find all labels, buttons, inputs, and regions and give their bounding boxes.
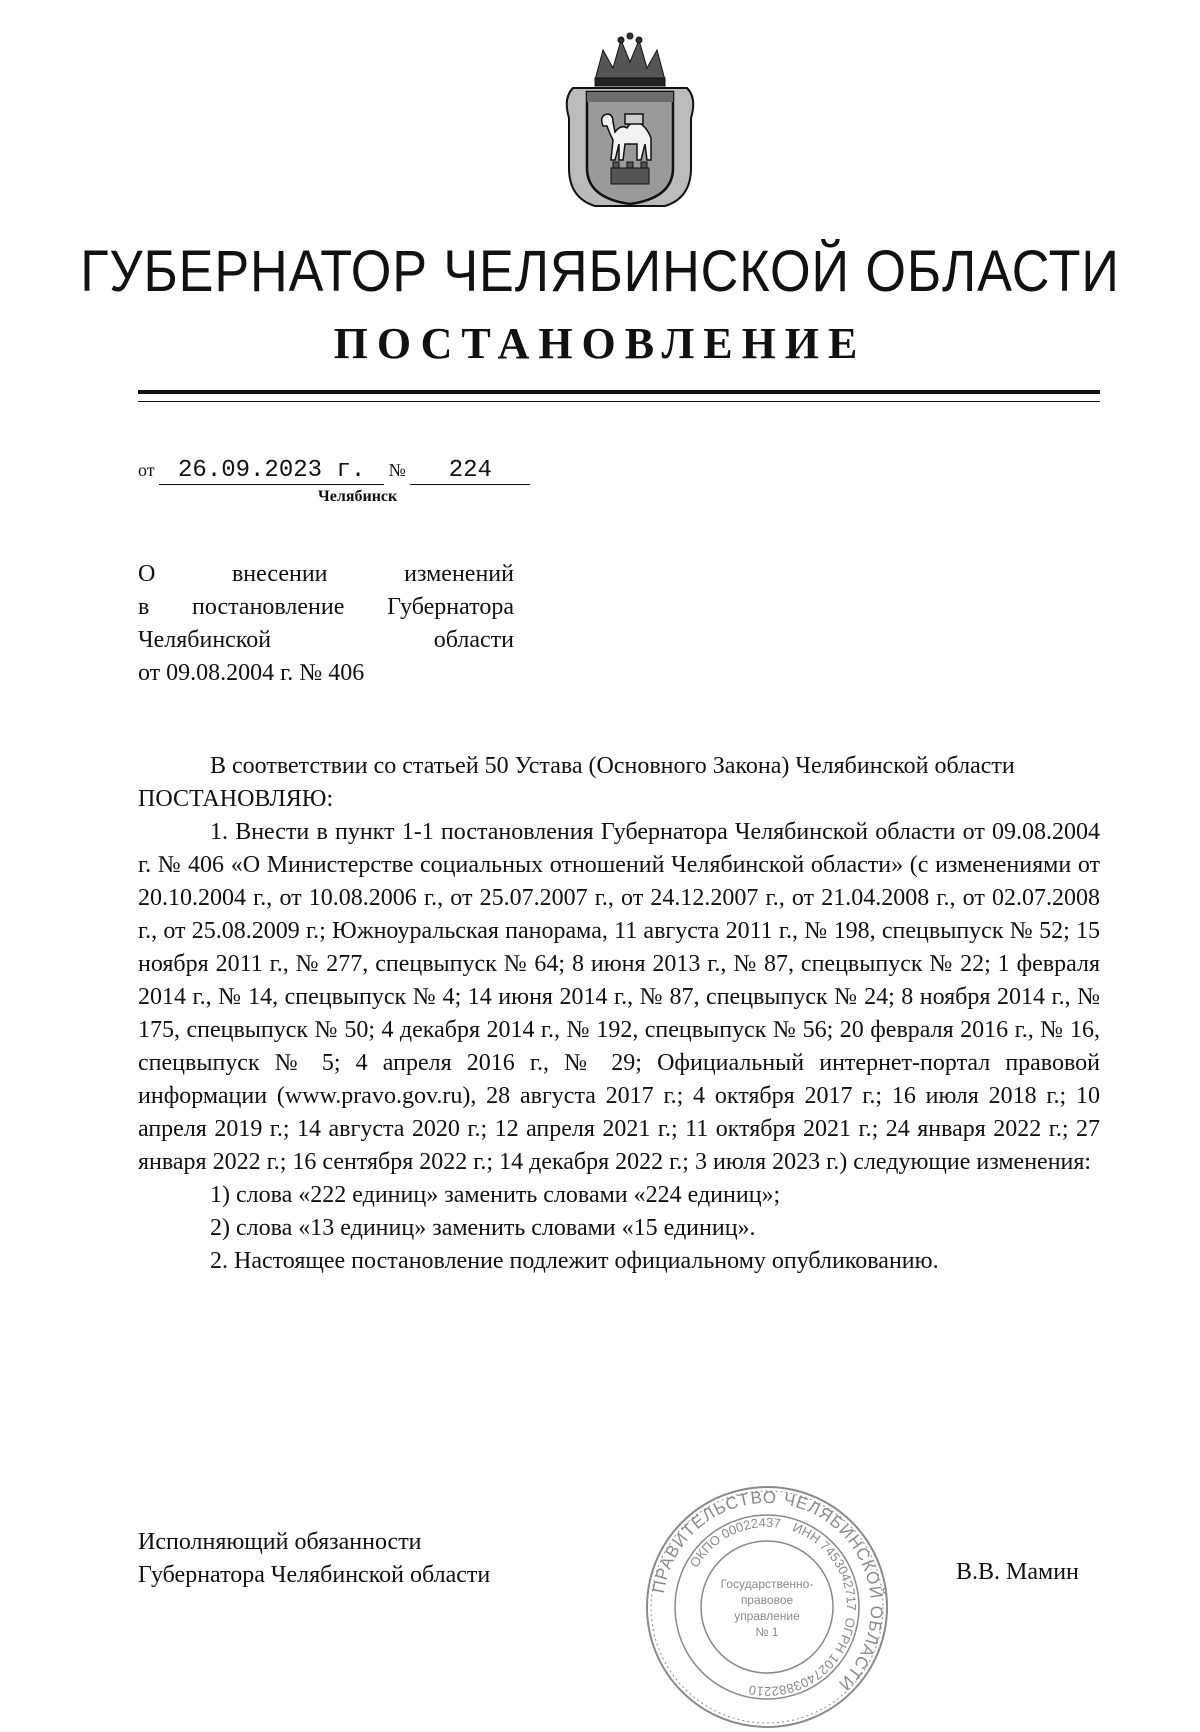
stamp-center-line: № 1 — [755, 1625, 779, 1639]
stamp-center-line: Государственно- — [720, 1577, 814, 1591]
document-type: ПОСТАНОВЛЕНИЕ — [333, 319, 867, 368]
subject-line: Челябинской области — [138, 627, 514, 653]
official-stamp — [642, 1482, 892, 1732]
sub-item-2: 2) слова «13 единиц» заменить словами «15 единиц». — [210, 1215, 756, 1241]
stamp-outer-text: ПРАВИТЕЛЬСТВО ЧЕЛЯБИНСКОЙ ОБЛАСТИ — [648, 1487, 887, 1695]
document-meta — [138, 458, 530, 485]
signatory-position — [138, 1526, 490, 1592]
stamp-center-line: правовое — [740, 1593, 794, 1607]
directive: ПОСТАНОВЛЯЮ: — [138, 786, 334, 812]
number-label: № — [388, 460, 406, 480]
document-subject — [138, 558, 514, 690]
signatory-position-line: Исполняющий обязанности — [138, 1529, 422, 1555]
document-date: 26.09.2023 г. — [159, 458, 384, 485]
stamp-ogrn: ОГРН 1027403882210 — [747, 1616, 859, 1700]
coat-of-arms-emblem — [555, 28, 705, 218]
preamble: В соответствии со статьей 50 Устава (Основного Закона) Челябинской области — [210, 753, 1015, 779]
subject-line: О внесении изменений — [138, 561, 514, 587]
castle-icon — [611, 162, 649, 184]
stamp-inn: ИНН 7453042717 — [790, 1519, 860, 1611]
subject-line: в постановление Губернатора — [138, 594, 514, 620]
header-divider-thin — [138, 401, 1100, 402]
document-body — [138, 750, 1100, 1278]
issuer-title: ГУБЕРНАТОР ЧЕЛЯБИНСКОЙ ОБЛАСТИ — [80, 239, 1120, 304]
document-city: Челябинск — [318, 488, 398, 505]
from-label: от — [138, 460, 155, 480]
document-number: 224 — [410, 458, 530, 485]
sub-item-1: 1) слова «222 единиц» заменить словами «224 единиц»; — [210, 1182, 781, 1208]
item-1: 1. Внести в пункт 1-1 постановления Губернатора Челябинской области от 09.08.2004 г. № 406 «О Министерстве социальных отношений Челябинской области» (с изменениями от 20.10.2004 г., от 10.08.2006 г., от 25.07.2007 г., от 24.12.2007 г., от 21.04.2008 г., от 02.07.2008 г., от 25.08.2009 г.; Южноуральская панорама, 11 августа 2011 г., № 198, спецвыпуск № 52; 15 ноября 2011 г., № 277, спецвыпуск № 64; 8 июня 2013 г., № 87, спецвыпуск № 22; 1 февраля 2014 г., № 14, спецвыпуск № 4; 14 июня 2014 г., № 87, спецвыпуск № 24; 8 ноября 2014 г., № 175, спецвыпуск № 50; 4 декабря 2014 г., № 192, спецвыпуск № 56; 20 февраля 2016 г., № 16, спецвыпуск № 5; 4 апреля 2016 г., № 29; Официальный интернет-портал правовой информации (www.pravo.gov.ru), 28 августа 2017 г.; 4 октября 2017 г.; 16 июля 2018 г.; 10 апреля 2019 г.; 14 августа 2020 г.; 12 апреля 2021 г.; 11 октября 2021 г.; 24 января 2022 г.; 27 января 2022 г.; 16 сентября 2022 г.; 14 декабря 2022 г.; 3 июля 2023 г.) следующие изменения: — [138, 819, 1100, 1175]
item-2: 2. Настоящее постановление подлежит официальному опубликованию. — [210, 1248, 939, 1274]
signatory-position-line: Губернатора Челябинской области — [138, 1562, 491, 1588]
signatory-name: В.В. Мамин — [956, 1559, 1079, 1585]
header-divider-thick — [138, 390, 1100, 394]
crown-icon — [595, 33, 665, 86]
stamp-okpo: ОКПО 00022437 — [686, 1514, 782, 1570]
shield-icon — [587, 92, 673, 204]
subject-line: от 09.08.2004 г. № 406 — [138, 660, 365, 686]
stamp-center-line: управление — [734, 1609, 800, 1623]
